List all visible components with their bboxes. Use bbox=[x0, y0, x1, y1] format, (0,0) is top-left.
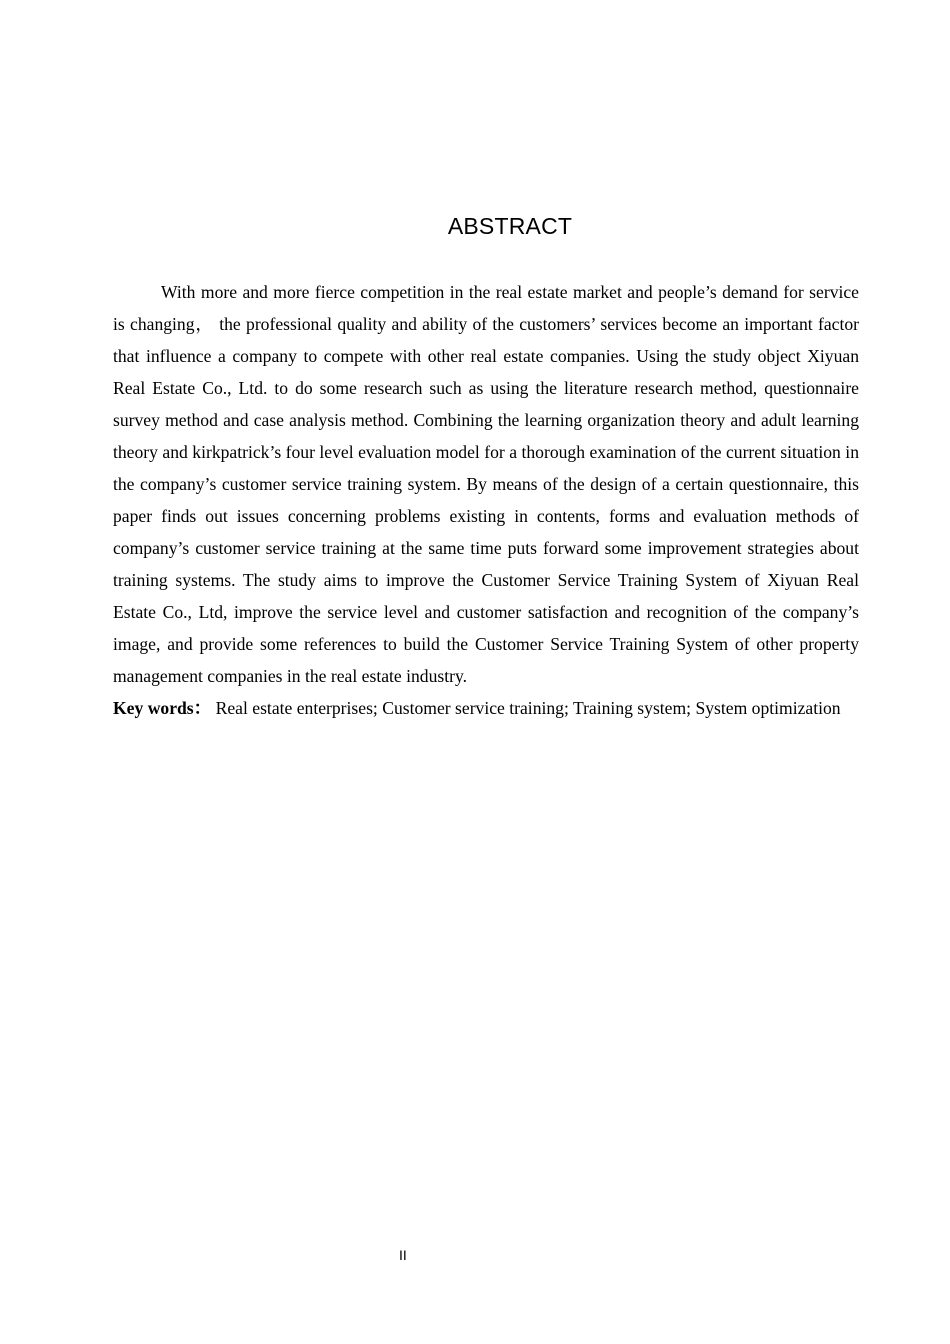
abstract-body: With more and more fierce competition in the real estate market and people’s demand for service is changing， the professional quality and ability of the customers’ services become an important factor that influence a company to compete with other real estate companies. Using the study object Xiyuan Real Estate Co., Ltd. to do some research such as using the literature research method, questionnaire survey method and case analysis method. Combining the learning organization theory and adult learning theory and kirkpatrick’s four level evaluation model for a thorough examination of the current situation in the company’s customer service training system. By means of the design of a certain questionnaire, this paper finds out issues concerning problems existing in contents, forms and evaluation methods of company’s customer service training at the same time puts forward some improvement strategies about training systems. The study aims to improve the Customer Service Training System of Xiyuan Real Estate Co., Ltd, improve the service level and customer satisfaction and recognition of the company’s image, and provide some references to build the Customer Service Training System of other property management companies in the real estate industry. bbox=[113, 282, 859, 686]
abstract-heading: ABSTRACT bbox=[447, 213, 573, 239]
keywords-text: Real estate enterprises; Customer service training; Training system; System optimization bbox=[215, 698, 841, 718]
keywords-line bbox=[113, 692, 859, 724]
abstract-section bbox=[113, 276, 859, 724]
keywords-label: Key words： bbox=[113, 698, 212, 718]
page-number: II bbox=[399, 1247, 407, 1263]
